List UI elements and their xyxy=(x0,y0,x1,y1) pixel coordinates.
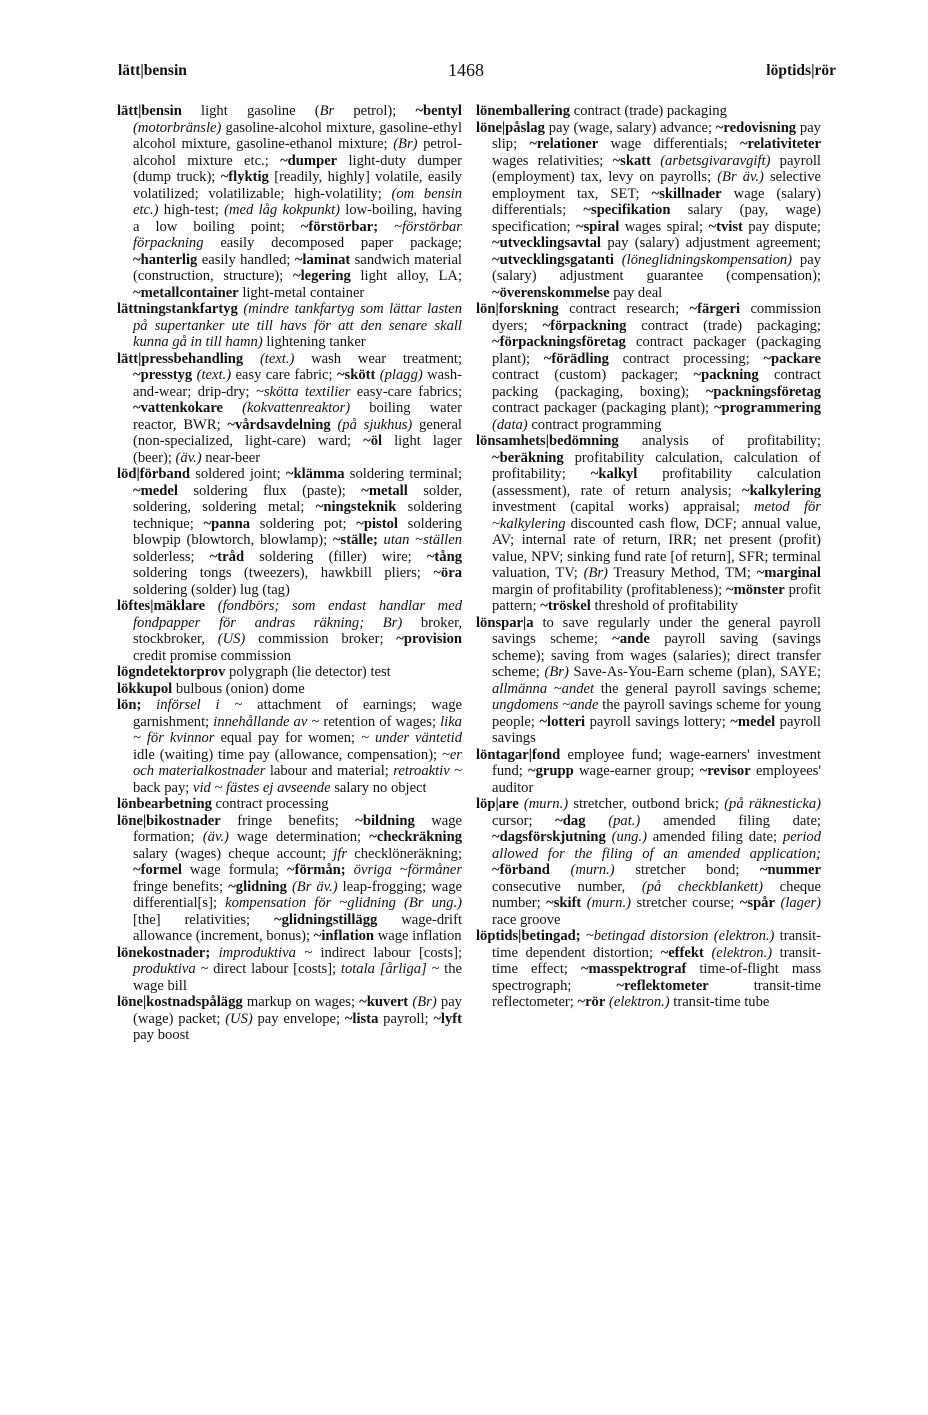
dictionary-entry: löftes|mäklare (fondbörs; som endast handlar med fondpapper för andras räkning; Br) broker, stockbroker, (US) commission broker; ~provision credit promise commission xyxy=(117,598,462,664)
dictionary-entry: lönbearbetning contract processing xyxy=(117,796,329,812)
dictionary-entry: lön|forskning contract research; ~färgeri commission dyers; ~förpackning contract (trade) packaging; ~förpackningsföretag contract packager (packaging plant); ~förädling contract processing; ~packare contract (custom) packager; ~packning contract packing (packaging, boxing); ~packningsföretag contract packager (packaging plant); ~programmering (data) contract programming xyxy=(476,301,821,433)
dictionary-entry: löne|bikostnader fringe benefits; ~bildning wage formation; (äv.) wage determination; ~checkräkning salary (wages) cheque account; jfr checklöneräkning; ~formel wage formula; ~förmån; övriga ~förmåner fringe benefits; ~glidning (Br äv.) leap-frogging; wage differential[s]; kompensation för ~glidning (Br ung.) [the] relativities; ~glidningstillägg wage-drift allowance (increment, bonus); ~inflation wage inflation xyxy=(117,812,463,944)
dictionary-entry: lönsamhets|bedömning analysis of profitability; ~beräkning profitability calculation, calculation of profitability; ~kalkyl profitability calculation (assessment), rate of return analysis; ~kalkylering investment (capital works) appraisal; metod för ~kalkylering discounted cash flow, DCF; annual value, AV; internal rate of return, IRR; net present (profit) value, NPV; sinking fund rate [of return], SFR; terminal valuation, TV; (Br) Treasury Method, TM; ~marginal margin of profitability (profitableness); ~mönster profit pattern; ~tröskel threshold of profitability xyxy=(476,433,822,614)
dictionary-entry: lättningstankfartyg (mindre tankfartyg som lättar lasten på supertanker ute till havs för att den senare skall kunna gå in till hamn) lightening tanker xyxy=(117,301,462,350)
dictionary-entry: löp|are (murn.) stretcher, outbond brick; (på räknesticka) cursor; ~dag (pat.) amended filing date; ~dagsförskjutning (ung.) amended filing date; period allowed for the filing of an amended application; ~förband (murn.) stretcher bond; ~nummer consecutive number, (på checkblankett) cheque number; ~skift (murn.) stretcher course; ~spår (lager) race groove xyxy=(476,796,821,928)
dictionary-entry: lön; införsel i ~ attachment of earnings; wage garnishment; innehållande av ~ retention of wages; lika ~ för kvinnor equal pay for women; ~ under väntetid idle (waiting) time pay (allowance, compensation); ~er och materialkostnader labour and material; retroaktiv ~ back pay; vid ~ fästes ej avseende salary no object xyxy=(117,697,463,796)
dictionary-entry: lökkupol bulbous (onion) dome xyxy=(117,680,305,697)
dictionary-entry: lönekostnader; improduktiva ~ indirect labour [costs]; produktiva ~ direct labour [costs]; totala [årliga] ~ the wage bill xyxy=(117,944,463,994)
running-head-left: lätt|bensin xyxy=(118,62,187,79)
dictionary-entry: löptids|betingad; ~betingad distorsion (elektron.) transit-time dependent distortion; ~effekt (elektron.) transit-time effect; ~masspektrograf time-of-flight mass spectrograph; ~reflektometer transit-time reflectometer; ~rör (elektron.) transit-time tube xyxy=(476,928,822,1010)
page-number: 1468 xyxy=(448,60,484,80)
dictionary-entry: lätt|bensin light gasoline (Br petrol); ~bentyl (motorbränsle) gasoline-alcohol mixture, gasoline-ethyl alcohol mixture, gasoline-ethanol mixture; (Br) petrol-alcohol mixture etc.; ~dumper light-duty dumper (dump truck); ~flyktig [readily, highly] volatile, easily volatilized; volatilizable; high-volatility; (om bensin etc.) high-test; (med låg kokpunkt) low-boiling, having a low boiling point; ~förstörbar; ~förstörbar förpackning easily decomposed paper package; ~hanterlig easily handled; ~laminat sandwich material (construction, structure); ~legering light alloy, LA; ~metallcontainer light-metal container xyxy=(117,103,463,301)
dictionary-entry: löne|påslag pay (wage, salary) advance; ~redovisning pay slip; ~relationer wage differentials; ~relativiteter wages relativities; ~skatt (arbetsgivaravgift) payroll (employment) tax, levy on payrolls; (Br äv.) selective employment tax, SET; ~skillnader wage (salary) differentials; ~specifikation salary (pay, wage) specification; ~spiral wages spiral; ~tvist pay dispute; ~utvecklingsavtal pay (salary) adjustment agreement; ~utvecklingsgatanti (löneglidningskompensation) pay (salary) adjustment guarantee (compensation); ~överenskommelse pay deal xyxy=(476,119,821,301)
dictionary-entry: löne|kostnadspålägg markup on wages; ~kuvert (Br) pay (wage) packet; (US) pay envelope; ~lista payroll; ~lyft pay boost xyxy=(117,994,462,1043)
dictionary-entry: lätt|pressbehandling (text.) wash wear treatment; ~presstyg (text.) easy care fabric; ~skött (plagg) wash-and-wear; drip-dry; ~skötta textilier easy-care fabrics; ~vattenkokare (kokvattenreaktor) boiling water reactor, BWR; ~vårdsavdelning (på sjukhus) general (non-specialized, light-care) ward; ~öl light lager (beer); (äv.) near-beer xyxy=(117,350,463,466)
dictionary-entry: lönemballering contract (trade) packaging xyxy=(476,103,727,119)
running-head-right: löptids|rör xyxy=(766,62,836,79)
left-column xyxy=(117,103,462,1044)
dictionary-entry: löd|förband soldered joint; ~klämma soldering terminal; ~medel soldering flux (paste); ~metall solder, soldering, soldering metal; ~ningsteknik soldering technique; ~panna soldering pot; ~pistol soldering blowpip (blowtorch, blowlamp); ~ställe; utan ~ställen solderless; ~tråd soldering (filler) wire; ~tång soldering tongs (tweezers), hawkbill pliers; ~öra soldering (solder) lug (tag) xyxy=(117,466,462,598)
right-column xyxy=(476,103,821,1011)
dictionary-entry: lögndetektorprov polygraph (lie detector) test xyxy=(117,664,391,680)
dictionary-entry: löntagar|fond employee fund; wage-earners' investment fund; ~grupp wage-earner group; ~revisor employees' auditor xyxy=(476,746,821,796)
dictionary-entry: lönspar|a to save regularly under the general payroll savings scheme; ~ande payroll saving (savings scheme); saving from wages (salaries); direct transfer scheme; (Br) Save-As-You-Earn scheme (plan), SAYE; allmänna ~andet the general payroll savings scheme; ungdomens ~ande the payroll savings scheme for young people; ~lotteri payroll savings lottery; ~medel payroll savings xyxy=(476,614,821,746)
